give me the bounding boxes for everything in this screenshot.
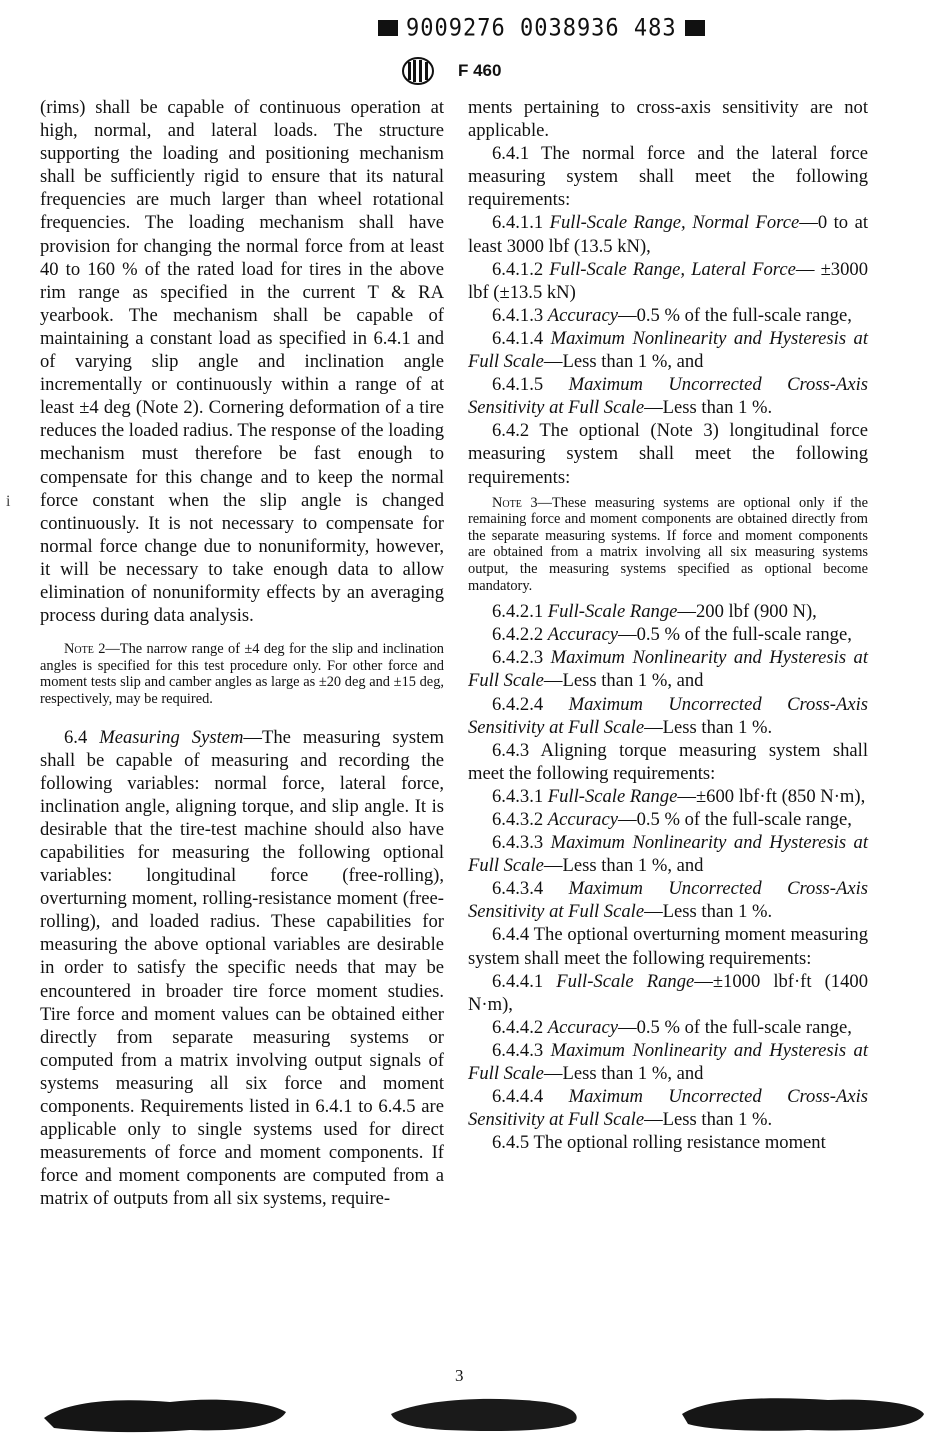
section-6-4-4-3: 6.4.4.3 Maximum Nonlinearity and Hysteresis at Full Scale—Less than 1 %, and — [468, 1039, 868, 1085]
section-6-4-3-4: 6.4.3.4 Maximum Uncorrected Cross-Axis Sensitivity at Full Scale—Less than 1 %. — [468, 878, 869, 923]
scan-smudge-left — [40, 1388, 290, 1438]
section-6-4-4-4: 6.4.4.4 Maximum Uncorrected Cross-Axis Sensitivity at Full Scale—Less than 1 %. — [468, 1086, 869, 1131]
section-6-4-2-1: 6.4.2.1 Full-Scale Range—200 lbf (900 N), — [492, 601, 817, 623]
document-code-strip — [378, 14, 778, 42]
page-number: 3 — [455, 1366, 464, 1385]
left-column — [40, 96, 444, 1211]
page-header — [400, 56, 501, 86]
section-6-4-1-1: 6.4.1.1 Full-Scale Range, Normal Force—0 to at least 3000 lbf (13.5 kN), — [468, 212, 868, 257]
section-6-4-5: 6.4.5 The optional rolling resistance moment — [492, 1132, 826, 1154]
section-6-4-1-5: 6.4.1.5 Maximum Uncorrected Cross-Axis Sensitivity at Full Scale—Less than 1 %. — [468, 374, 869, 419]
document-code: 9009276 0038936 483 — [406, 14, 677, 42]
note-2: Note 2—The narrow range of ±4 deg for the slip and inclination angles is specified for this test procedure only. For other force and moment tests slip and camber angles as large as ±20 deg and ±15 deg, respectively, may be required. — [40, 641, 444, 707]
section-6-4-3-2: 6.4.3.2 Accuracy—0.5 % of the full-scale range, — [492, 809, 852, 830]
section-6-4-1-3: 6.4.1.3 Accuracy—0.5 % of the full-scale range, — [492, 304, 852, 326]
section-6-4-2-2: 6.4.2.2 Accuracy—0.5 % of the full-scale range, — [492, 624, 852, 646]
note-3: Note 3—These measuring systems are optional only if the remaining force and moment components are obtained directly from the separate measuring systems. If force and moment components are obtained from a matrix involving all six measuring systems output, the measuring systems specified as optional become mandatory. — [468, 494, 869, 594]
section-6-4-2-3: 6.4.2.3 Maximum Nonlinearity and Hysteresis at Full Scale—Less than 1 %, and — [468, 647, 868, 692]
section-6-4-1-4: 6.4.1.4 Maximum Nonlinearity and Hysteresis at Full Scale—Less than 1 %, and — [468, 327, 868, 373]
black-bar-left — [378, 20, 398, 36]
paragraph: ments pertaining to cross-axis sensitivity are not applicable. — [468, 97, 868, 142]
black-bar-right — [685, 20, 705, 36]
section-6-4-3-3: 6.4.3.3 Maximum Nonlinearity and Hysteresis at Full Scale—Less than 1 %, and — [468, 832, 868, 877]
section-6-4-4-1: 6.4.4.1 Full-Scale Range—±1000 lbf·ft (1400 N·m), — [468, 970, 868, 1015]
section-6-4: 6.4 Measuring System—The measuring system shall be capable of measuring and recording the following variables: normal force, lateral force, inclination angle, aligning torque, and slip angle. It is desirable that the tire-test machine should also have capabilities for measuring the following optional variables: longitudinal force (free-rolling), overturning moment, rolling-resistance moment (free-rolling), and loaded radius. These capabilities for measuring the above optional variables are desirable in order to satisfy the specific needs that may be encountered in broader tire force moment studies. Tire force and moment values can be obtained either directly from separate measuring systems or computed from a matrix involving output signals of systems measuring all six force and moment components. Requirements listed in 6.4.1 to 6.4.5 are applicable only to single systems used for direct measurements of force and moment components. If force and moment components are computed from a matrix of outputs from all six systems, require- — [40, 726, 444, 1210]
section-6-4-2: 6.4.2 The optional (Note 3) longitudinal force measuring system shall meet the following requirements: — [468, 420, 868, 488]
section-6-4-1-2: 6.4.1.2 Full-Scale Range, Lateral Force— ±3000 lbf (±13.5 kN) — [468, 258, 868, 303]
scan-smudge-center — [385, 1392, 585, 1436]
section-6-4-4: 6.4.4 The optional overturning moment measuring system shall meet the following requirements: — [468, 924, 868, 969]
section-6-4-2-4: 6.4.2.4 Maximum Uncorrected Cross-Axis Sensitivity at Full Scale—Less than 1 %. — [468, 693, 869, 738]
section-6-4-1: 6.4.1 The normal force and the lateral force measuring system shall meet the following requirements: — [468, 143, 868, 211]
astm-logo-icon — [400, 56, 436, 86]
section-6-4-3-1: 6.4.3.1 Full-Scale Range—±600 lbf·ft (850 N·m), — [492, 785, 866, 807]
designation-label: F 460 — [458, 61, 502, 80]
scan-smudge-right — [678, 1388, 928, 1438]
margin-mark: i — [6, 493, 11, 510]
paragraph: (rims) shall be capable of continuous operation at high, normal, and lateral loads. The structure supporting the loading and positioning mechanism shall be sufficiently rigid to ensure that its natural frequencies are much larger than wheel rotational frequencies. The loading mechanism shall have provision for changing the normal force from at least 40 to 160 % of the rated load for tires in the above rim range as specified in the current T & RA yearbook. The mechanism shall be capable of maintaining a constant load as specified in 6.4.1 and of varying slip angle and inclination angle incrementally or continuously within a range of at least ±4 deg (Note 2). Cornering deformation of a tire reduces the loaded radius. The response of the loading mechanism must therefore be fast enough to compensate for this change and to keep the normal force constant when the slip angle is changed continuously. It is not necessary to compensate for normal force change due to nonuniformity, however, it will be necessary to take enough data to allow elimination of nonuniformity effects by an averaging process during data analysis. — [40, 97, 444, 627]
right-column — [468, 96, 868, 1154]
section-6-4-4-2: 6.4.4.2 Accuracy—0.5 % of the full-scale range, — [492, 1016, 852, 1038]
section-6-4-3: 6.4.3 Aligning torque measuring system shall meet the following requirements: — [468, 739, 868, 784]
